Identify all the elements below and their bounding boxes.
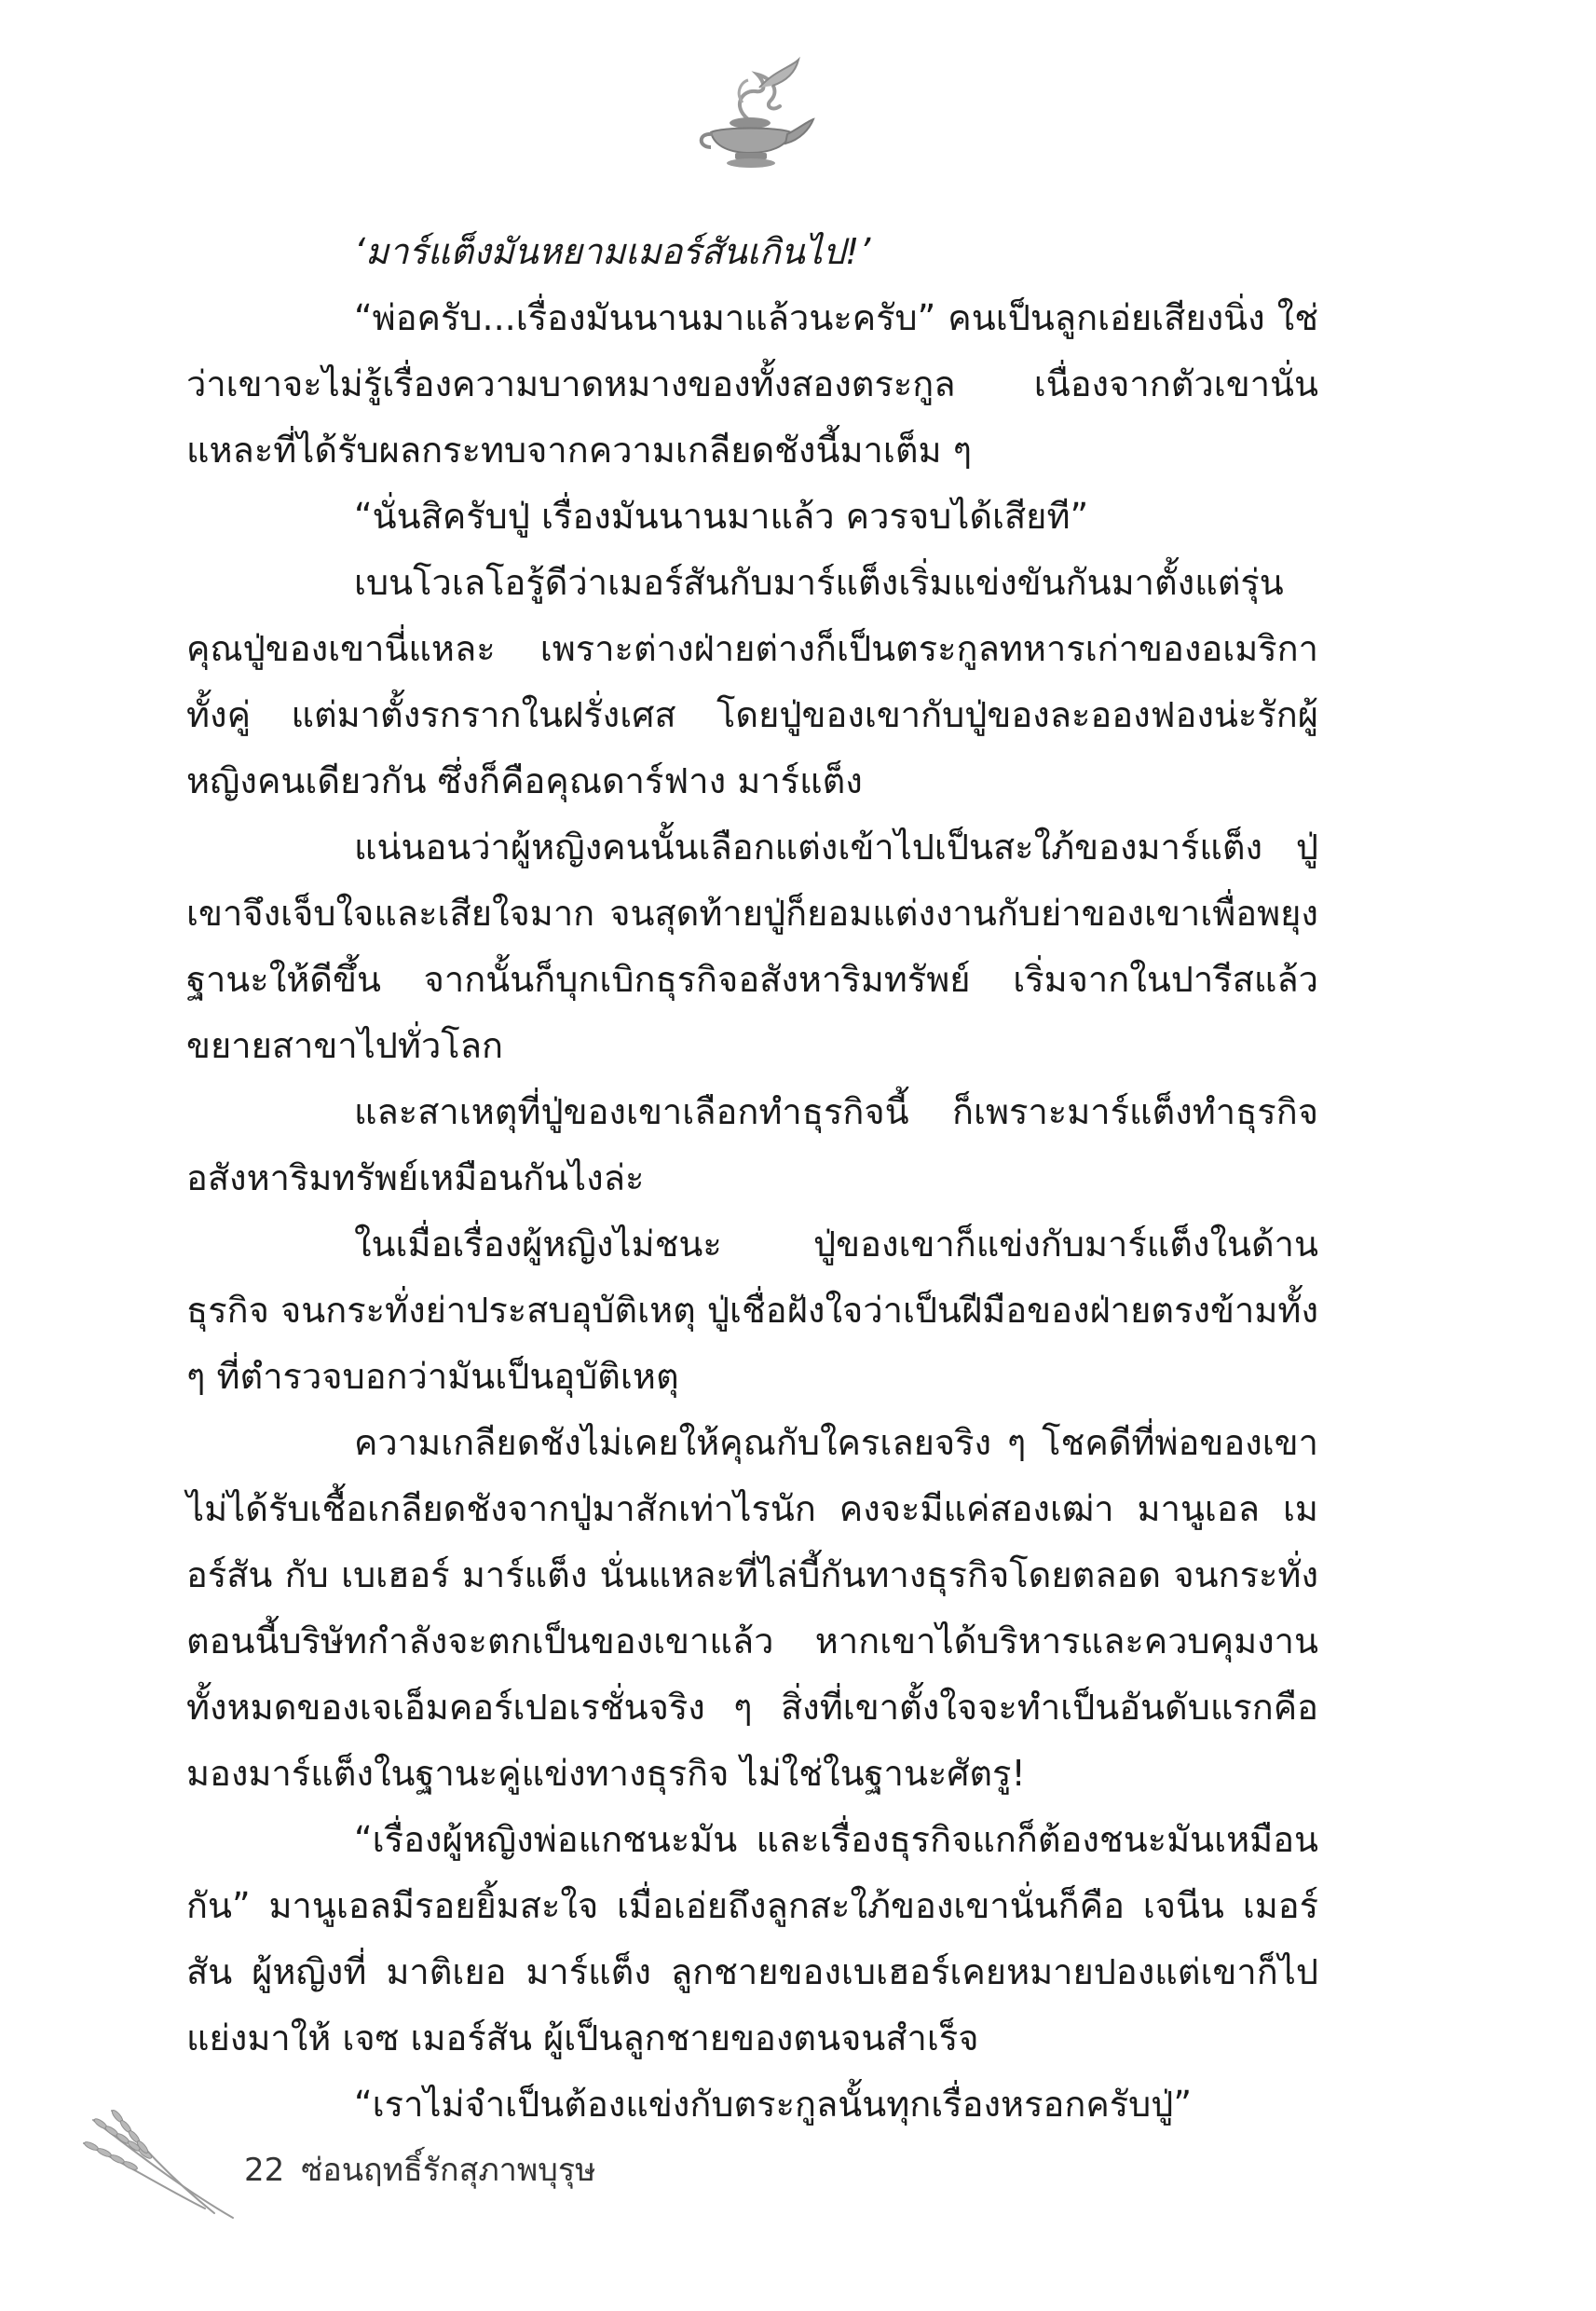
paragraph: ในเมื่อเรื่องผู้หญิงไม่ชนะ ปู่ของเขาก็แข่งกับมาร์แต็งในด้านธุรกิจ จนกระทั่งย่าประสบอุบัติเหตุ ปู่เชื่อฝังใจว่าเป็นฝีมือของฝ่ายตรงข้ามทั้ง ๆ ที่ตำรวจบอกว่ามันเป็นอุบัติเหตุ: [186, 1224, 1318, 1397]
paragraph: ความเกลียดชังไม่เคยให้คุณกับใครเลยจริง ๆ โชคดีที่พ่อของเขาไม่ได้รับเชื้อเกลียดชังจากปู่มาสักเท่าไรนัก คงจะมีแค่สองเฒ่า มานูเอล เมอร์สัน กับ เบเฮอร์ มาร์แต็ง นั่นแหละที่ไล่บี้กันทางธุรกิจโดยตลอด จนกระทั่งตอนนี้บริษัทกำลังจะตกเป็นของเขาแล้ว หากเขาได้บริหารและควบคุมงานทั้งหมดของเจเอ็มคอร์เปอเรชั่นจริง ๆ สิ่งที่เขาตั้งใจจะทำเป็นอันดับแรกคือมองมาร์แต็งในฐานะคู่แข่งทางธุรกิจ ไม่ใช่ในฐานะศัตรู!: [186, 1422, 1318, 1794]
book-title: ซ่อนฤทธิ์รักสุภาพบุรุษ: [301, 2152, 596, 2189]
page-footer: [75, 2101, 727, 2232]
paragraph: แน่นอนว่าผู้หญิงคนนั้นเลือกแต่งเข้าไปเป็นสะใภ้ของมาร์แต็ง ปู่เขาจึงเจ็บใจและเสียใจมาก จนสุดท้ายปู่ก็ยอมแต่งงานกับย่าของเขาเพื่อพยุงฐานะให้ดีขึ้น จากนั้นก็บุกเบิกธุรกิจอสังหาริมทรัพย์ เริ่มจากในปารีสแล้วขยายสาขาไปทั่วโลก: [186, 827, 1318, 1066]
lavender-sprig-icon: [75, 2101, 252, 2222]
paragraph: “เราไม่จำเป็นต้องแข่งกับตระกูลนั้นทุกเรื่องหรอกครับปู่”: [354, 2084, 1193, 2125]
genie-lamp-icon: [694, 54, 815, 171]
paragraph: ‘มาร์แต็งมันหยามเมอร์สันเกินไป!’: [354, 231, 871, 272]
paragraph: “พ่อครับ...เรื่องมันนานมาแล้วนะครับ” คนเป็นลูกเอ่ยเสียงนิ่ง ใช่ว่าเขาจะไม่รู้เรื่องความบาดหมางของทั้งสองตระกูล เนื่องจากตัวเขานั่นแหละที่ได้รับผลกระทบจากความเกลียดชังนี้มาเต็ม ๆ: [186, 297, 1318, 471]
paragraph: และสาเหตุที่ปู่ของเขาเลือกทำธุรกิจนี้ ก็เพราะมาร์แต็งทำธุรกิจอสังหาริมทรัพย์เหมือนกันไงล่ะ: [186, 1091, 1318, 1198]
paragraph: “นั่นสิครับปู่ เรื่องมันนานมาแล้ว ควรจบได้เสียที”: [354, 496, 1089, 537]
paragraph: “เรื่องผู้หญิงพ่อแกชนะมัน และเรื่องธุรกิจแกก็ต้องชนะมันเหมือนกัน” มานูเอลมีรอยยิ้มสะใจ เมื่อเอ่ยถึงลูกสะใภ้ของเขานั่นก็คือ เจนีน เมอร์สัน ผู้หญิงที่ มาติเยอ มาร์แต็ง ลูกชายของเบเฮอร์เคยหมายปองแต่เขาก็ไปแย่งมาให้ เจซ เมอร์สัน ผู้เป็นลูกชายของตนจนสำเร็จ: [186, 1819, 1318, 2058]
paragraph: เบนโวเลโอรู้ดีว่าเมอร์สันกับมาร์แต็งเริ่มแข่งขันกันมาตั้งแต่รุ่นคุณปู่ของเขานี่แหละ เพราะต่างฝ่ายต่างก็เป็นตระกูลทหารเก่าของอเมริกาทั้งคู่ แต่มาตั้งรกรากในฝรั่งเศส โดยปู่ของเขากับปู่ของละอองฟองน่ะรักผู้หญิงคนเดียวกัน ซึ่งก็คือคุณดาร์ฟาง มาร์แต็ง: [186, 562, 1318, 801]
footer-text: [244, 2144, 613, 2195]
body-text: [186, 219, 1318, 2138]
page-number: 22: [244, 2152, 285, 2189]
